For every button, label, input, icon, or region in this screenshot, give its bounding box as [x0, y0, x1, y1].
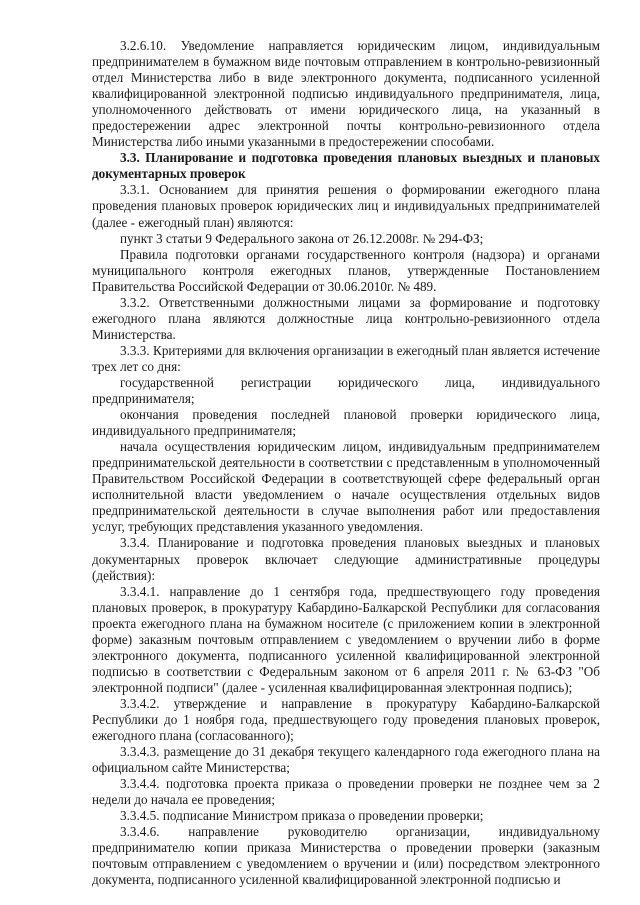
paragraph-3-3-4-4: 3.3.4.4. подготовка проекта приказа о проведении проверки не позднее чем за 2 недели до начала ее проведения; — [92, 776, 600, 808]
paragraph-criterion-registration: государственной регистрации юридического лица, индивидуального предпринимателя; — [92, 374, 600, 407]
paragraph-3-3-2: 3.3.2. Ответственными должностными лицами за формирование и подготовку ежегодного плана являются должностные лица контрольно-ревизионного отдела Министерства. — [92, 294, 600, 342]
paragraph-3-3-1: 3.3.1. Основанием для принятия решения о формировании ежегодного плана проведения плановых проверок юридических лиц и индивидуальных предпринимателей (далее - ежегодный план) являются: — [92, 182, 600, 230]
paragraph-3-3-4-5: 3.3.4.5. подписание Министром приказа о проведении проверки; — [120, 808, 484, 824]
paragraph-3-2-6-10: 3.2.6.10. Уведомление направляется юридическим лицом, индивидуальным предпринимателем в бумажном виде почтовым отправлением в контрольно-ревизионный отдел Министерства либо в виде электронного документа, подписанного усиленной квалифицированной электронной подписью индивидуального предпринимателя, лица, уполномоченного действовать от имени юридического лица, на указанный в предостережении адрес электронной почты контрольно-ревизионного отдела Министерства либо иными указанными в предостережении способами. — [92, 38, 600, 150]
document-body — [92, 38, 600, 888]
paragraph-criterion-start: начала осуществления юридическим лицом, индивидуальным предпринимателем предпринимательской деятельности в соответствии с представленным в уполномоченный Правительством Российской Федерации в соответствующей сфере федеральный орган исполнительной власти уведомлением о начале осуществления отдельных видов предпринимательской деятельности в случае выполнения работ или предоставления услуг, требующих представления указанного уведомления. — [92, 439, 600, 535]
section-heading-3-3: 3.3. Планирование и подготовка проведения плановых выездных и плановых документарных проверок — [92, 150, 600, 182]
paragraph-3-3-4-1: 3.3.4.1. направление до 1 сентября года, предшествующего году проведения плановых проверок, в прокуратуру Кабардино-Балкарской Республики для согласования проекта ежегодного плана на бумажном носителе (с приложением копии в электронной форме) заказным почтовым отправлением с уведомлением о вручении либо в форме электронного документа, подписанного усиленной квалифицированной электронной подписью в соответствии с Федеральным законом от 6 апреля 2011 г. № 63-ФЗ "Об электронной подписи" (далее - усиленная квалифицированная электронная подпись); — [92, 583, 600, 695]
paragraph-law-reference: пункт 3 статьи 9 Федерального закона от 26.12.2008г. № 294-ФЗ; — [120, 230, 484, 246]
paragraph-3-3-4-2: 3.3.4.2. утверждение и направление в прокуратуру Кабардино-Балкарской Республики до 1 ноября года, предшествующего году проведения плановых проверок, ежегодного плана (согласованного); — [92, 695, 600, 744]
paragraph-3-3-4-3: 3.3.4.3. размещение до 31 декабря текущего календарного года ежегодного плана на официальном сайте Министерства; — [92, 744, 600, 776]
paragraph-criterion-last-check: окончания проведения последней плановой проверки юридического лица, индивидуального предпринимателя; — [92, 407, 600, 439]
paragraph-rules-reference: Правила подготовки органами государственного контроля (надзора) и органами муниципального контроля ежегодных планов, утвержденные Постановлением Правительства Российской Федерации от 30.06.2010г. № 489. — [92, 246, 600, 294]
paragraph-3-3-4-6: 3.3.4.6. направление руководителю организации, индивидуальному предпринимателю копии приказа Министерства о проведении проверки (заказным почтовым отправлением с уведомлением о вручении и (или) посредством электронного документа, подписанного усиленной квалифицированной электронной подписью и — [92, 824, 600, 888]
paragraph-3-3-4: 3.3.4. Планирование и подготовка проведения плановых выездных и плановых документарных проверок включает следующие административные процедуры (действия): — [92, 535, 600, 583]
paragraph-3-3-3: 3.3.3. Критериями для включения организации в ежегодный план является истечение трех лет со дня: — [92, 342, 600, 374]
